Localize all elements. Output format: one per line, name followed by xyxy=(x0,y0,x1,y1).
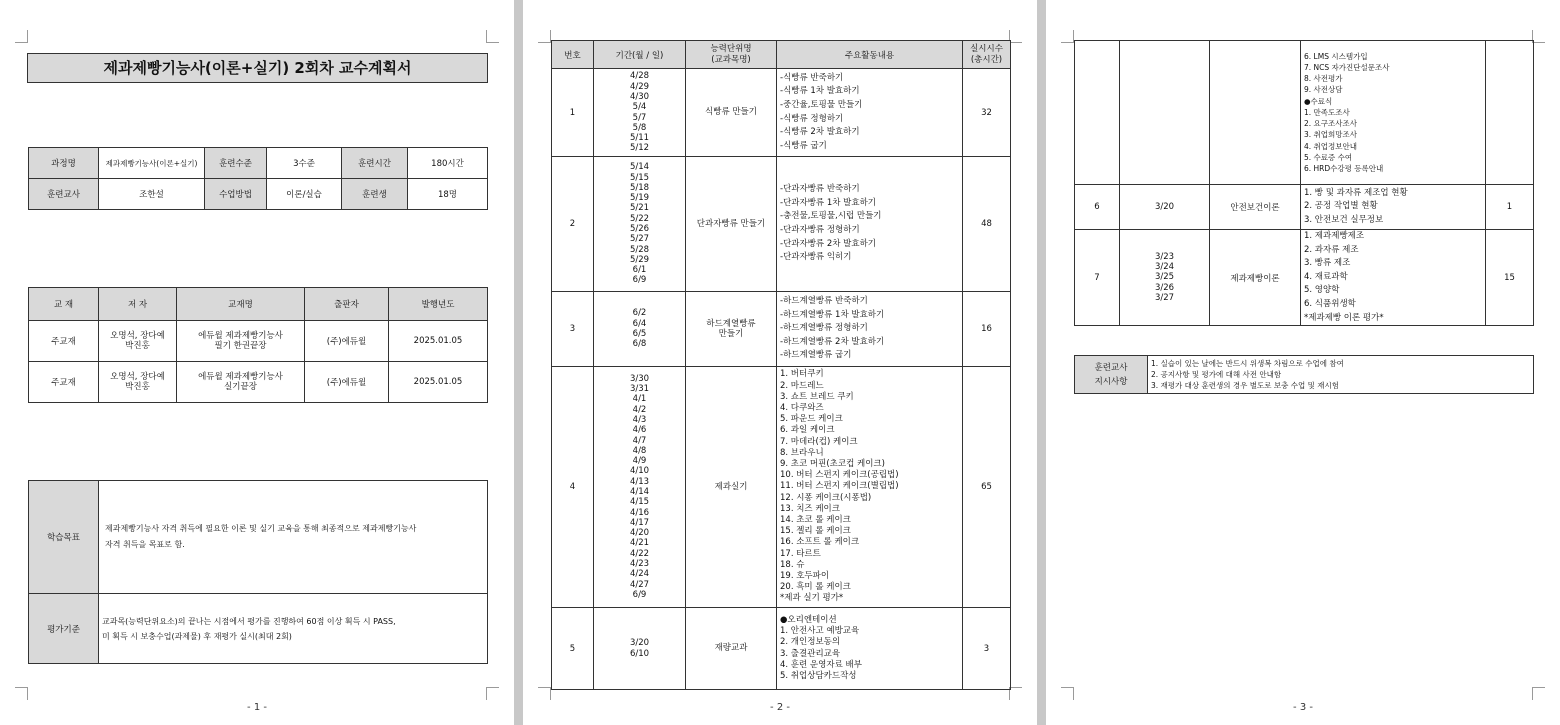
row-hours: 65 xyxy=(963,367,1011,608)
row-activities: 6. LMS 시스템가입 7. NCS 자가진단설문조사 8. 사전평가 9. 사전상담 ●수료식 1. 만족도조사 2. 요구조사조사 3. 취업희망조사 4. 취업정보안내 5. 수료증 수여 6. HRD수강평 등록안내 xyxy=(1301,41,1486,185)
table-row xyxy=(29,362,488,403)
course-value: 제과제빵기능사(이론+실기) xyxy=(99,148,205,179)
trainee-value: 18명 xyxy=(408,179,488,210)
row-dates: 3/20 xyxy=(1120,185,1210,230)
method-value: 이론/실습 xyxy=(267,179,342,210)
row-dates: 3/23 3/24 3/25 3/26 3/27 xyxy=(1120,230,1210,326)
table-header: 출판자 xyxy=(305,288,389,321)
row-unit: 하드계열빵류 만들기 xyxy=(686,292,777,367)
row-activities: -단과자빵류 반죽하기 -단과자빵류 1차 발효하기 -충전물,토핑물,시럽 만들기 -단과자빵류 정형하기 -단과자빵류 2차 발효하기 -단과자빵류 익히기 xyxy=(777,157,963,292)
row-number: 1 xyxy=(552,69,594,157)
instructions-table xyxy=(1074,355,1534,394)
col-header-hours: 실시시수 (총시간) xyxy=(963,41,1011,69)
goal-text: 제과제빵기능사 자격 취득에 필요한 이론 및 실기 교육을 통해 최종적으로 제과제빵기능사 자격 취득을 목표로 함. xyxy=(99,481,488,594)
teacher-label: 훈련교사 xyxy=(29,179,99,210)
level-value: 3수준 xyxy=(267,148,342,179)
book-type: 주교재 xyxy=(29,362,99,403)
schedule-table xyxy=(551,40,1011,690)
row-dates: 3/30 3/31 4/1 4/2 4/3 4/6 4/7 4/8 4/9 4/10 4/13 4/14 4/15 4/16 4/17 4/20 4/21 4/22 4/23 4/24 4/27 6/9 xyxy=(594,367,686,608)
crop-mark xyxy=(486,687,499,700)
schedule-table-continued xyxy=(1074,40,1534,326)
row-unit: 재량교과 xyxy=(686,608,777,690)
book-name: 에듀윌 제과제빵기능사 필기 한권끝장 xyxy=(177,321,305,362)
course-info-table xyxy=(28,147,488,210)
textbook-table xyxy=(28,287,488,403)
row-unit: 제과실기 xyxy=(686,367,777,608)
page-number: - 1 - xyxy=(247,702,267,713)
crop-mark xyxy=(1061,687,1074,700)
col-header-unit: 능력단위명 (교과목명) xyxy=(686,41,777,69)
row-hours: 32 xyxy=(963,69,1011,157)
col-header-no: 번호 xyxy=(552,41,594,69)
table-row xyxy=(552,292,1011,367)
row-unit: 식빵류 만들기 xyxy=(686,69,777,157)
row-activities: 1. 제과제빵제조 2. 과자류 제조 3. 빵류 제조 4. 재료과학 5. 영양학 6. 식품위생학 *제과제빵 이론 평가* xyxy=(1301,230,1486,326)
row-dates: 4/28 4/29 4/30 5/4 5/7 5/8 5/11 5/12 xyxy=(594,69,686,157)
row-hours: 48 xyxy=(963,157,1011,292)
book-name: 에듀윌 제과제빵기능사 실기끝장 xyxy=(177,362,305,403)
book-type: 주교재 xyxy=(29,321,99,362)
row-number: 3 xyxy=(552,292,594,367)
table-header: 교재명 xyxy=(177,288,305,321)
eval-text: 교과목(능력단위요소)의 끝나는 시점에서 평가를 진행하여 60점 이상 획득 시 PASS, 미 획득 시 보충수업(과제물) 후 재평가 실시(최대 2회) xyxy=(99,594,488,664)
row-activities: ●오리엔테이션 1. 안전사고 예방교육 2. 개인정보동의 3. 출결관리교육 4. 훈련 운영자료 배부 5. 취업상담카드작성 xyxy=(777,608,963,690)
document-page-2 xyxy=(523,0,1037,725)
book-publisher: (주)에듀윌 xyxy=(305,321,389,362)
row-hours: 16 xyxy=(963,292,1011,367)
row-dates: 5/14 5/15 5/18 5/19 5/21 5/22 5/26 5/27 5/28 5/29 6/1 6/9 xyxy=(594,157,686,292)
crop-mark xyxy=(15,687,28,700)
instructions-label: 훈련교사 지시사항 xyxy=(1075,356,1148,394)
crop-mark xyxy=(538,687,551,700)
table-row xyxy=(1075,230,1534,326)
crop-mark xyxy=(1061,30,1074,43)
document-page-3 xyxy=(1046,0,1560,725)
crop-mark xyxy=(538,30,551,43)
hours-label: 훈련시간 xyxy=(342,148,408,179)
table-row xyxy=(552,69,1011,157)
trainee-label: 훈련생 xyxy=(342,179,408,210)
crop-mark xyxy=(486,30,499,43)
document-title: 제과제빵기능사(이론+실기) 2회차 교수계획서 xyxy=(27,53,488,83)
row-number xyxy=(1075,41,1120,185)
table-row xyxy=(552,608,1011,690)
page-number: - 3 - xyxy=(1293,702,1313,713)
row-activities: 1. 빵 및 과자류 제조업 현황 2. 공정 작업별 현황 3. 안전보건 실무정보 xyxy=(1301,185,1486,230)
goal-label: 학습목표 xyxy=(29,481,99,594)
crop-mark xyxy=(1532,687,1545,700)
book-author: 오명석, 장다예 박진홍 xyxy=(99,321,177,362)
row-hours xyxy=(1486,41,1534,185)
level-label: 훈련수준 xyxy=(205,148,267,179)
method-label: 수업방법 xyxy=(205,179,267,210)
row-activities: -하드계열빵류 반죽하기 -하드계열빵류 1차 발효하기 -하드계열빵류 정형하기 -하드계열빵류 2차 발효하기 -하드계열빵류 굽기 xyxy=(777,292,963,367)
table-header: 발행년도 xyxy=(389,288,488,321)
book-year: 2025.01.05 xyxy=(389,362,488,403)
hours-value: 180시간 xyxy=(408,148,488,179)
row-hours: 1 xyxy=(1486,185,1534,230)
row-number: 6 xyxy=(1075,185,1120,230)
document-page-1 xyxy=(0,0,514,725)
crop-mark xyxy=(15,30,28,43)
col-header-content: 주요활동내용 xyxy=(777,41,963,69)
table-row xyxy=(1075,185,1534,230)
row-unit: 안전보건이론 xyxy=(1210,185,1301,230)
row-unit: 제과제빵이론 xyxy=(1210,230,1301,326)
row-unit xyxy=(1210,41,1301,185)
row-dates xyxy=(1120,41,1210,185)
col-header-period: 기간(월 / 일) xyxy=(594,41,686,69)
table-row xyxy=(552,157,1011,292)
book-author: 오명석, 장다예 박진홍 xyxy=(99,362,177,403)
table-row xyxy=(1075,41,1534,185)
row-hours: 3 xyxy=(963,608,1011,690)
row-activities: 1. 버터쿠키 2. 마드레느 3. 쇼트 브레드 쿠키 4. 다쿠와즈 5. 파운드 케이크 6. 과일 케이크 7. 마데라(컵) 케이크 8. 브라우니 9. 초코 머핀(초코컵 케이크) 10. 버터 스펀지 케이크(공립법) 11. 버터 스펀지 케이크(별립법) 12. 시퐁 케이크(시퐁법) 13. 치즈 케이크 14. 초코 롤 케이크 15. 젤리 롤 케이크 16. 소프트 롤 케이크 17. 타르트 18. 슈 19. 호두파이 20. 흑미 롤 케이크 *제과 실기 평가* xyxy=(777,367,963,608)
row-number: 4 xyxy=(552,367,594,608)
table-header: 교 재 xyxy=(29,288,99,321)
row-dates: 6/2 6/4 6/5 6/8 xyxy=(594,292,686,367)
page-number: - 2 - xyxy=(770,702,790,713)
table-row xyxy=(552,367,1011,608)
book-publisher: (주)에듀윌 xyxy=(305,362,389,403)
row-number: 5 xyxy=(552,608,594,690)
table-header: 저 자 xyxy=(99,288,177,321)
row-number: 2 xyxy=(552,157,594,292)
row-unit: 단과자빵류 만들기 xyxy=(686,157,777,292)
teacher-value: 조한설 xyxy=(99,179,205,210)
course-label: 과정명 xyxy=(29,148,99,179)
row-number: 7 xyxy=(1075,230,1120,326)
table-row xyxy=(29,321,488,362)
goal-eval-table xyxy=(28,480,488,664)
row-hours: 15 xyxy=(1486,230,1534,326)
row-activities: -식빵류 반죽하기 -식빵류 1차 발효하기 -중간율,토핑물 만들기 -식빵류 정형하기 -식빵류 2차 발효하기 -식빵류 굽기 xyxy=(777,69,963,157)
book-year: 2025.01.05 xyxy=(389,321,488,362)
row-dates: 3/20 6/10 xyxy=(594,608,686,690)
eval-label: 평가기준 xyxy=(29,594,99,664)
instructions-text: 1. 실습이 있는 날에는 반드시 위생복 차림으로 수업에 참여 2. 공지사항 및 평가에 대해 사전 안내함 3. 재평가 대상 훈련생의 경우 별도로 보충 수업 및 재시험 xyxy=(1148,356,1534,394)
